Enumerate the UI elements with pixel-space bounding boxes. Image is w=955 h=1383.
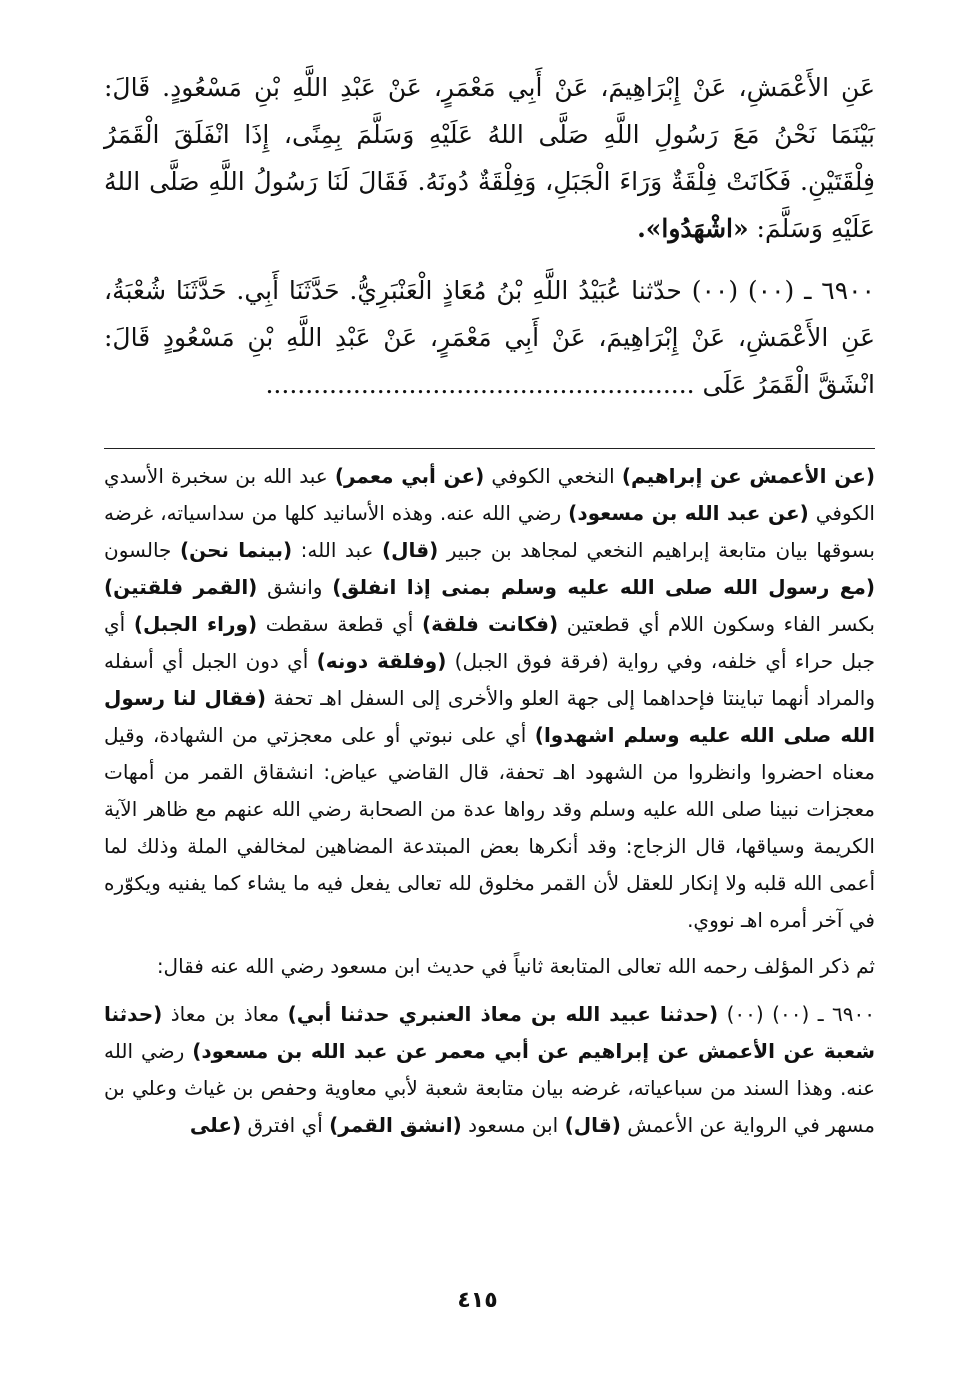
hadith-bold-quote: «اشْهَدُوا».	[637, 214, 749, 243]
hadith-paragraph: ٦٩٠٠ ـ (٠٠) (٠٠) حدّثنا عُبَيْدُ اللَّهِ بْنُ مُعَاذٍ الْعَنْبَرِيُّ. حَدَّثَنَا أَبِي. حَدَّثَنَا شُعْبَةُ، عَنِ الأَعْمَشِ، عَنْ إِبْرَاهِيمَ، عَنْ أَبِي مَعْمَرٍ، عَنْ عَبْدِ اللَّهِ بْنِ مَسْعُودٍ قَالَ: انْشَقَّ الْقَمَرُ عَلَى ......................................................	[104, 276, 875, 399]
commentary-text: أي دون الجبل أي أسفله والمراد أنهما تباينتا فإحداهما إلى جهة العلو والأخرى إلى السفل اهـ تحفة	[104, 649, 876, 710]
page-number: ٤١٥	[457, 1288, 498, 1313]
bold-matn-quote: (عن أبي معمر)	[334, 464, 485, 488]
commentary-paragraph	[104, 996, 875, 1144]
commentary-text: بكسر الفاء وسكون اللام أي قطعتين	[558, 612, 875, 636]
bold-matn-quote: (عن عبد الله بن مسعود)	[568, 501, 809, 525]
commentary-text: أي على نبوتي أو على معجزتي من الشهادة، وقيل معناه احضروا وانظروا من الشهود اهـ تحفة، قال القاضي عياض: انشقاق القمر من أمهات معجزات نبينا صلى الله عليه وسلم وقد رواها عدة من الصحابة رضي الله عنهم مع ظاهر الآية الكريمة وسياقها، قال الزجاج: وقد أنكرها بعض المبتدعة المضاهين لمخالفي الملة وذلك لما أعمى الله قلبه ولا إنكار للعقل لأن القمر مخلوق لله تعالى يفعل فيه ما يشاء كما يفنيه ويكوّره في آخر أمره اهـ نووي.	[104, 723, 875, 932]
bold-matn-quote: (انشق القمر)	[329, 1113, 462, 1137]
bold-matn-quote: (فكانت فلقة)	[421, 612, 559, 636]
commentary-text: أي قطعة سقطت	[257, 612, 422, 636]
commentary-text: أي افترق	[241, 1113, 330, 1137]
commentary-text: عبد الله:	[292, 538, 382, 562]
hadith-text: عَنِ الأَعْمَشِ، عَنْ إِبْرَاهِيمَ، عَنْ أَبِي مَعْمَرٍ، عَنْ عَبْدِ اللَّهِ بْنِ مَسْعُودٍ. قَالَ: بَيْنَمَا نَحْنُ مَعَ رَسُولِ اللَّهِ صَلَّى اللهُ عَلَيْهِ وَسَلَّمَ بِمِنًى، إِذَا انْفَلَقَ الْقَمَرُ فِلْقَتَيْنِ. فَكَانَتْ فِلْقَةٌ وَرَاءَ الْجَبَلِ، وَفِلْقَةٌ دُونَهُ. فَقَالَ لَنَا رَسُولُ اللَّهِ صَلَّى اللهُ عَلَيْهِ وَسَلَّمَ:	[104, 73, 875, 243]
commentary-paragraph	[104, 458, 875, 939]
commentary-text: أي جبل حراء أي خلفه، وفي رواية (فرقة فوق الجبل)	[104, 612, 876, 673]
hadith-text-section	[104, 64, 875, 408]
bold-matn-quote: (قال)	[564, 1113, 621, 1137]
commentary-text: معاذ بن معاذ	[162, 1002, 288, 1026]
bold-matn-quote: (قال)	[382, 538, 439, 562]
commentary-section	[104, 458, 875, 1144]
bold-matn-quote: (عن الأعمش عن إبراهيم)	[621, 464, 875, 488]
commentary-text: عبد الله بن سخبرة الأسدي الكوفي	[104, 464, 875, 525]
bold-matn-quote: (فقال لنا رسول الله صلى الله عليه وسلم اشهدوا)	[104, 686, 875, 747]
hadith-paragraph	[104, 64, 875, 252]
commentary-text: جالسون	[104, 538, 180, 562]
commentary-text: رضي الله عنه. وهذا السند من سباعياته، غرضه بيان متابعة شعبة لأبي معاوية وحفص بن غياث وعلي بن مسهر في الرواية عن الأعمش	[104, 1039, 875, 1137]
bold-matn-quote: (القمر فلقتين)	[104, 575, 258, 599]
bold-matn-quote: (على	[189, 1113, 242, 1137]
commentary-paragraph: ثم ذكر المؤلف رحمه الله تعالى المتابعة ثانياً في حديث ابن مسعود رضي الله عنه فقال:	[156, 954, 875, 978]
bold-matn-quote: (مع رسول الله صلى الله عليه وسلم بمنى إذا انفلق)	[332, 575, 875, 599]
commentary-text: ٦٩٠٠ ـ (٠٠) (٠٠)	[718, 1002, 875, 1026]
bold-matn-quote: (وراء الجبل)	[133, 612, 258, 636]
commentary-text: النخعي الكوفي	[484, 464, 622, 488]
bold-matn-quote: (بينما نحن)	[179, 538, 293, 562]
commentary-text: وانشق	[257, 575, 333, 599]
commentary-text: ابن مسعود	[461, 1113, 565, 1137]
bold-matn-quote: (وفلقة دونه)	[316, 649, 447, 673]
bold-matn-quote: (حدثنا عبيد الله بن معاذ العنبري حدثنا أبي)	[287, 1002, 719, 1026]
commentary-text: رضي الله عنه. وهذه الأسانيد كلها من سداسياته، غرضه بسوقها بيان متابعة إبراهيم النخعي لمجاهد بن جبير	[104, 501, 875, 562]
bold-matn-quote: (حدثنا شعبة عن الأعمش عن إبراهيم عن أبي معمر عن عبد الله بن مسعود)	[104, 1002, 875, 1063]
footnote-divider	[104, 448, 875, 449]
